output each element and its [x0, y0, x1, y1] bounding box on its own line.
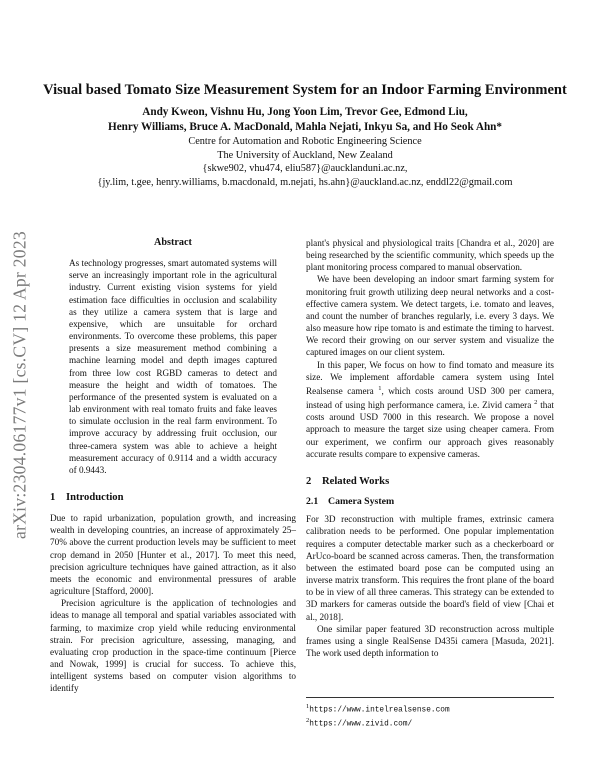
arxiv-sidebar-stamp [6, 200, 34, 570]
intro-paragraph: Due to rapid urbanization, population growth, and increasing wealth in developing countries, an increase of approximately 25–70% above the current production levels may be sufficient to meet crop demand in 2050 [Hunter et al., 2017]. To meet this need, precision agriculture techniques have gained attraction, as it also meets the economic and environmental pressures of arable agriculture [Stafford, 2000]. [50, 513, 296, 597]
text-run: , which costs around USD 300 per camera, instead of using high performance camera, i.e. Zivid camera [306, 385, 555, 411]
subsection-title: Camera System [328, 496, 395, 508]
section-title: Introduction [66, 491, 124, 503]
author-line: Andy Kweon, Vishnu Hu, Jong Yoon Lim, Trevor Gee, Edmond Liu, [142, 106, 468, 118]
paper-header [40, 82, 570, 189]
subsection-heading-camera-system [306, 496, 554, 508]
footnotes [306, 697, 554, 729]
affiliation-line: Centre for Automation and Robotic Engineering Science [188, 136, 422, 147]
footnote [306, 702, 554, 716]
subsection-number: 2.1 [306, 496, 319, 508]
text-run: that costs around USD 7000 in this research. We propose a novel approach to measure the target size using cheaper camera. From our experiment, we confirm our approach gives reasonably accurate results compare to expensive cameras. [306, 400, 554, 459]
footnote-mark: 2 [306, 716, 310, 724]
email-line: {skwe902, vhu474, eliu587}@aucklanduni.ac.nz, [202, 163, 408, 174]
abstract-heading: Abstract [154, 237, 192, 248]
author-line: Henry Williams, Bruce A. MacDonald, Mahla Nejati, Inkyu Sa, and Ho Seok Ahn* [108, 121, 502, 133]
arxiv-identifier: arXiv:2304.06177v1 [cs.CV] 12 Apr 2023 [9, 231, 30, 539]
body-paragraph [306, 359, 554, 460]
paper-title: Visual based Tomato Size Measurement System for an Indoor Farming Environment [43, 82, 567, 98]
body-paragraph: For 3D reconstruction with multiple frames, extrinsic camera calibration needs to be performed. One popular implementation requires a computer detectable marker such as a checkerboard or ArUco-board be scanned across cameras. Then, the transformation between the estimated board pose can be computed using an inverse matrix transform. This requires the front plane of the board to be in view of all three cameras. This strategy can be extended to 3D markers for cameras outside the board's field of view [Chai et al., 2018]. [306, 514, 554, 622]
body-paragraph: plant's physical and physiological traits [Chandra et al., 2020] are being researched by the scientific community, which speeds up the plant monitoring process compared to manual observation. [306, 238, 554, 273]
footnote [306, 716, 554, 730]
intro-paragraph: Precision agriculture is the application of technologies and ideas to manage all temporal and spatial variables associated with farming, to maximize crop yield while reducing environmental strain. For precision agriculture, assessing, managing, and evaluating crop production in the space-time continuum [Pierce and Nowak, 1999] is crucial for success. To achieve this, intelligent systems based on computer vision algorithms to identify [50, 598, 296, 694]
text-run: In this paper, We focus on how to find tomato and measure its size. We implement affordable camera system using Intel Realsense camera [306, 359, 554, 396]
body-paragraph: We have been developing an indoor smart farming system for monitoring fruit growth utilizing deep neural networks and a cost-effective camera system. We detect targets, i.e. tomato and leaves, and count the number of branches regularly, i.e. every 3 days. We also measure how ripe tomato is and estimate the timing to harvest. We record their growing on our server system and visualize the captured images on our client system. [306, 274, 554, 358]
right-column [306, 237, 554, 659]
affiliation-block [40, 135, 570, 189]
email-line: {jy.lim, t.gee, henry.williams, b.macdonald, m.nejati, hs.ahn}@auckland.ac.nz, enddl22@gmail.com [97, 176, 513, 188]
section-title: Related Works [322, 475, 390, 487]
section-heading-introduction [50, 492, 296, 504]
section-number: 1 [50, 491, 56, 503]
footnote-mark: 1 [306, 703, 310, 710]
body-paragraph: One similar paper featured 3D reconstruction across multiple frames using a single RealSense D435i camera [Masuda, 2021]. The work used depth information to [306, 623, 554, 658]
footnote-marker: 2 [534, 399, 538, 407]
abstract-text: As technology progresses, smart automated systems will serve an increasingly important role in the agricultural industry. Current existing vision systems for yield estimation face difficulties in occlusion and scalability as they utilize a camera system that is large and expensive, which are unsuitable for orchard environments. To overcome these problems, this paper presents a size measurement method combining a machine learning model and depth images captured from three low cost RGBD cameras to detect and measure the height and width of tomatoes. The performance of the presented system is evaluated on a lab environment with real tomato fruits and fake leaves to simulate occlusion in the real farm environment. To improve accuracy by addressing fruit occlusion, our three-camera system was able to achieve a height measurement accuracy of 0.9114 and a width accuracy of 0.9443. [69, 258, 277, 475]
affiliation-line: The University of Auckland, New Zealand [217, 149, 393, 161]
left-column [50, 237, 296, 694]
section-heading-related-works [306, 476, 554, 488]
footnote-link[interactable]: https://www.intelrealsense.com [309, 706, 450, 715]
footnote-link[interactable]: https://www.zivid.com/ [309, 720, 413, 729]
footnote-marker: 1 [378, 384, 382, 392]
author-list [40, 105, 570, 135]
section-number: 2 [306, 475, 312, 487]
